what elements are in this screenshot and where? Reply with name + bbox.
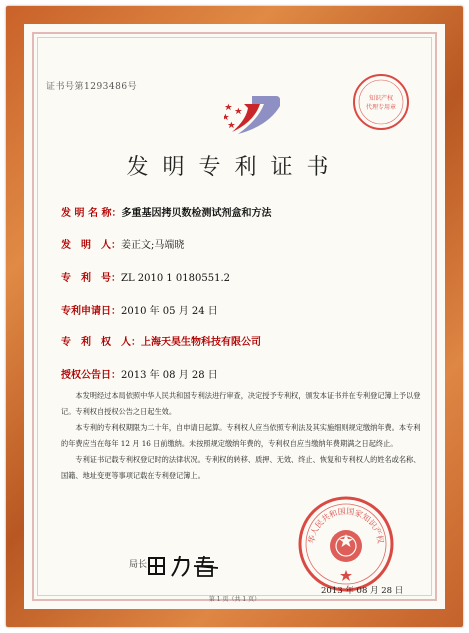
patent-number-value: ZL 2010 1 0180551.2 — [121, 273, 231, 284]
certificate-body — [61, 388, 421, 484]
inventor-value: 姜正文;马端晓 — [121, 240, 185, 251]
svg-text:中华人民共和国国家知识产权局: 华人民共和国国家知识产权 — [306, 506, 386, 545]
seal-date: 2013 年 08 月 28 日 — [321, 586, 404, 596]
patent-office-emblem-icon — [224, 92, 282, 142]
director-signature — [144, 552, 234, 586]
page-footer: 第 1 页（共 1 页） — [208, 596, 261, 603]
body-paragraph: 本专利的专利权期限为二十年，自申请日起算。专利权人应当依照专利法及其实施细则规定缴纳年费。本专利的年费应当在每年 12 月 16 日前缴纳。未按照规定缴纳年费的，专利权自应当缴纳年费期满之日起终止。 — [61, 423, 421, 448]
svg-text:代理专用章: 代理专用章 — [365, 104, 397, 111]
patent-number-row — [61, 269, 230, 284]
patentee-label: 专 利 权 人： — [61, 337, 141, 348]
certificate-frame — [6, 6, 463, 627]
body-paragraph: 本发明经过本局依照中华人民共和国专利法进行审查，决定授予专利权，颁发本证书并在专利登记簿上予以登记。专利权自授权公告之日起生效。 — [61, 391, 421, 416]
grant-date-value: 2013 年 08 月 28 日 — [121, 370, 218, 381]
patent-number-label: 专 利 号： — [61, 273, 121, 284]
application-date-row — [61, 302, 218, 317]
patentee-row — [61, 333, 261, 348]
director-label: 局长 — [129, 560, 148, 570]
application-date-value: 2010 年 05 月 24 日 — [121, 306, 218, 317]
invention-name-value: 多重基因拷贝数检测试剂盒和方法 — [121, 208, 272, 219]
inventor-row — [61, 236, 184, 251]
body-paragraph: 专利证书记载专利权登记时的法律状况。专利权的转移、质押、无效、终止、恢复和专利权人的姓名或名称、国籍、地址变更等事项记载在专利登记簿上。 — [61, 455, 421, 480]
grant-date-label: 授权公告日： — [61, 370, 121, 381]
invention-name-row — [61, 204, 271, 219]
grant-date-row — [61, 366, 218, 381]
application-date-label: 专利申请日： — [61, 306, 121, 317]
certificate-number: 证书号第1293486号 — [46, 82, 138, 92]
svg-text:知识产权: 知识产权 — [368, 95, 394, 102]
inventor-label: 发 明 人： — [61, 240, 121, 251]
certificate-title: 发明专利证书 — [126, 155, 343, 180]
certificate-paper — [24, 24, 445, 609]
agency-stamp-icon — [351, 72, 411, 136]
patentee-value: 上海天昊生物科技有限公司 — [141, 337, 261, 348]
official-seal-icon — [296, 494, 396, 598]
invention-name-label: 发 明 名 称： — [61, 208, 122, 219]
